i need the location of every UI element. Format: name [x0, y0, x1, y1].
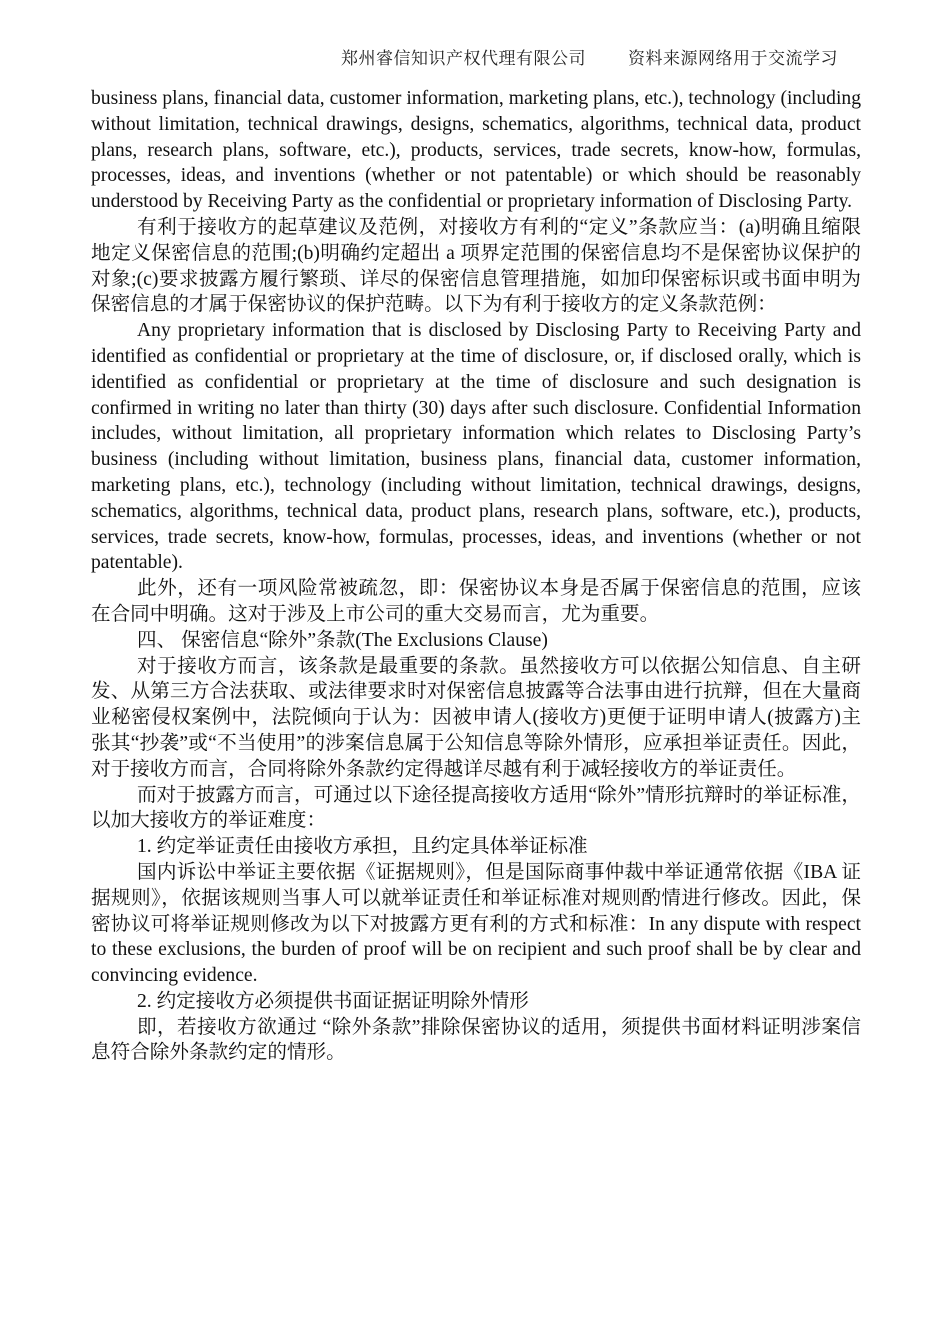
page-header — [341, 44, 838, 69]
paragraph-written-evidence: 即，若接收方欲通过 “除外条款”排除保密协议的适用，须提供书面材料证明涉案信息符合除外条款约定的情形。 — [91, 1016, 861, 1064]
subheading-written-evidence: 2. 约定接收方必须提供书面证据证明除外情形 — [137, 990, 529, 1012]
header-source-note: 资料来源网络用于交流学习 — [628, 49, 838, 68]
document-body — [91, 86, 861, 1066]
paragraph-continued-definition: business plans, financial data, customer information, marketing plans, etc.), technology (including without limitation, technical drawings, designs, schematics, algorithms, technical data, product plans, research plans, software, etc.), products, services, trade secrets, know-how, formulas, processes, ideas, and inventions (whether or not patentable) or which should be reasonably understood by Receiving Party as the confidential or proprietary information of Disclosing Party. — [91, 88, 861, 213]
paragraph-definition-example: Any proprietary information that is disclosed by Disclosing Party to Receiving Party and identified as confidential or proprietary at the time of disclosure, or, if disclosed orally, which is identified as confidential or proprietary at the time of disclosure and such designation is confirmed in writing no later than thirty (30) days after such disclosure. Confidential Information includes, without limitation, all proprietary information which relates to Disclosing Party’s business (including without limitation, business plans, financial data, customer information, marketing plans, etc.), technology (including without limitation, technical drawings, designs, schematics, algorithms, technical data, product plans, research plans, software, etc.), products, services, trade secrets, know-how, formulas, processes, ideas, and inventions (whether or not patentable). — [91, 320, 861, 574]
paragraph-discloser-approach: 而对于披露方而言，可通过以下途径提高接收方适用“除外”情形抗辩时的举证标准，以加大接收方的举证难度： — [91, 784, 861, 832]
subheading-burden-of-proof: 1. 约定举证责任由接收方承担，且约定具体举证标准 — [137, 836, 588, 858]
paragraph-drafting-advice: 有利于接收方的起草建议及范例，对接收方有利的“定义”条款应当：(a)明确且缩限地定义保密信息的范围;(b)明确约定超出 a 项界定范围的保密信息均不是保密协议保护的对象;(c)要求披露方履行繁琐、详尽的保密信息管理措施，如加印保密标识或书面申明为保密信息的才属于保密协议的保护范畴。以下为有利于接收方的定义条款范例： — [91, 216, 861, 316]
header-company: 郑州睿信知识产权代理有限公司 — [341, 49, 586, 68]
paragraph-exclusions-importance: 对于接收方而言，该条款是最重要的条款。虽然接收方可以依据公知信息、自主研发、从第三方合法获取、或法律要求时对保密信息披露等合法事由进行抗辩，但在大量商业秘密侵权案例中，法院倾向于认为：因被申请人(接收方)更便于证明申请人(披露方)主张其“抄袭”或“不当使用”的涉案信息属于公知信息等除外情形，应承担举证责任。因此，对于接收方而言，合同将除外条款约定得越详尽越有利于减轻接收方的举证责任。 — [91, 655, 861, 780]
paragraph-risk-note: 此外，还有一项风险常被疏忽，即：保密协议本身是否属于保密信息的范围，应该在合同中明确。这对于涉及上市公司的重大交易而言，尤为重要。 — [91, 578, 861, 625]
section-heading-exclusions: 四、 保密信息“除外”条款(The Exclusions Clause) — [137, 629, 548, 651]
paragraph-iba-rules: 国内诉讼中举证主要依据《证据规则》，但是国际商事仲裁中举证通常依据《IBA 证据规则》，依据该规则当事人可以就举证责任和举证标准对规则酌情进行修改。因此，保密协议可将举证规则修改为以下对披露方更有利的方式和标准：In any dispute with respect to these exclusions, the burden of proof will be on recipient and such proof shall be by clear and convincing evidence. — [91, 861, 861, 987]
